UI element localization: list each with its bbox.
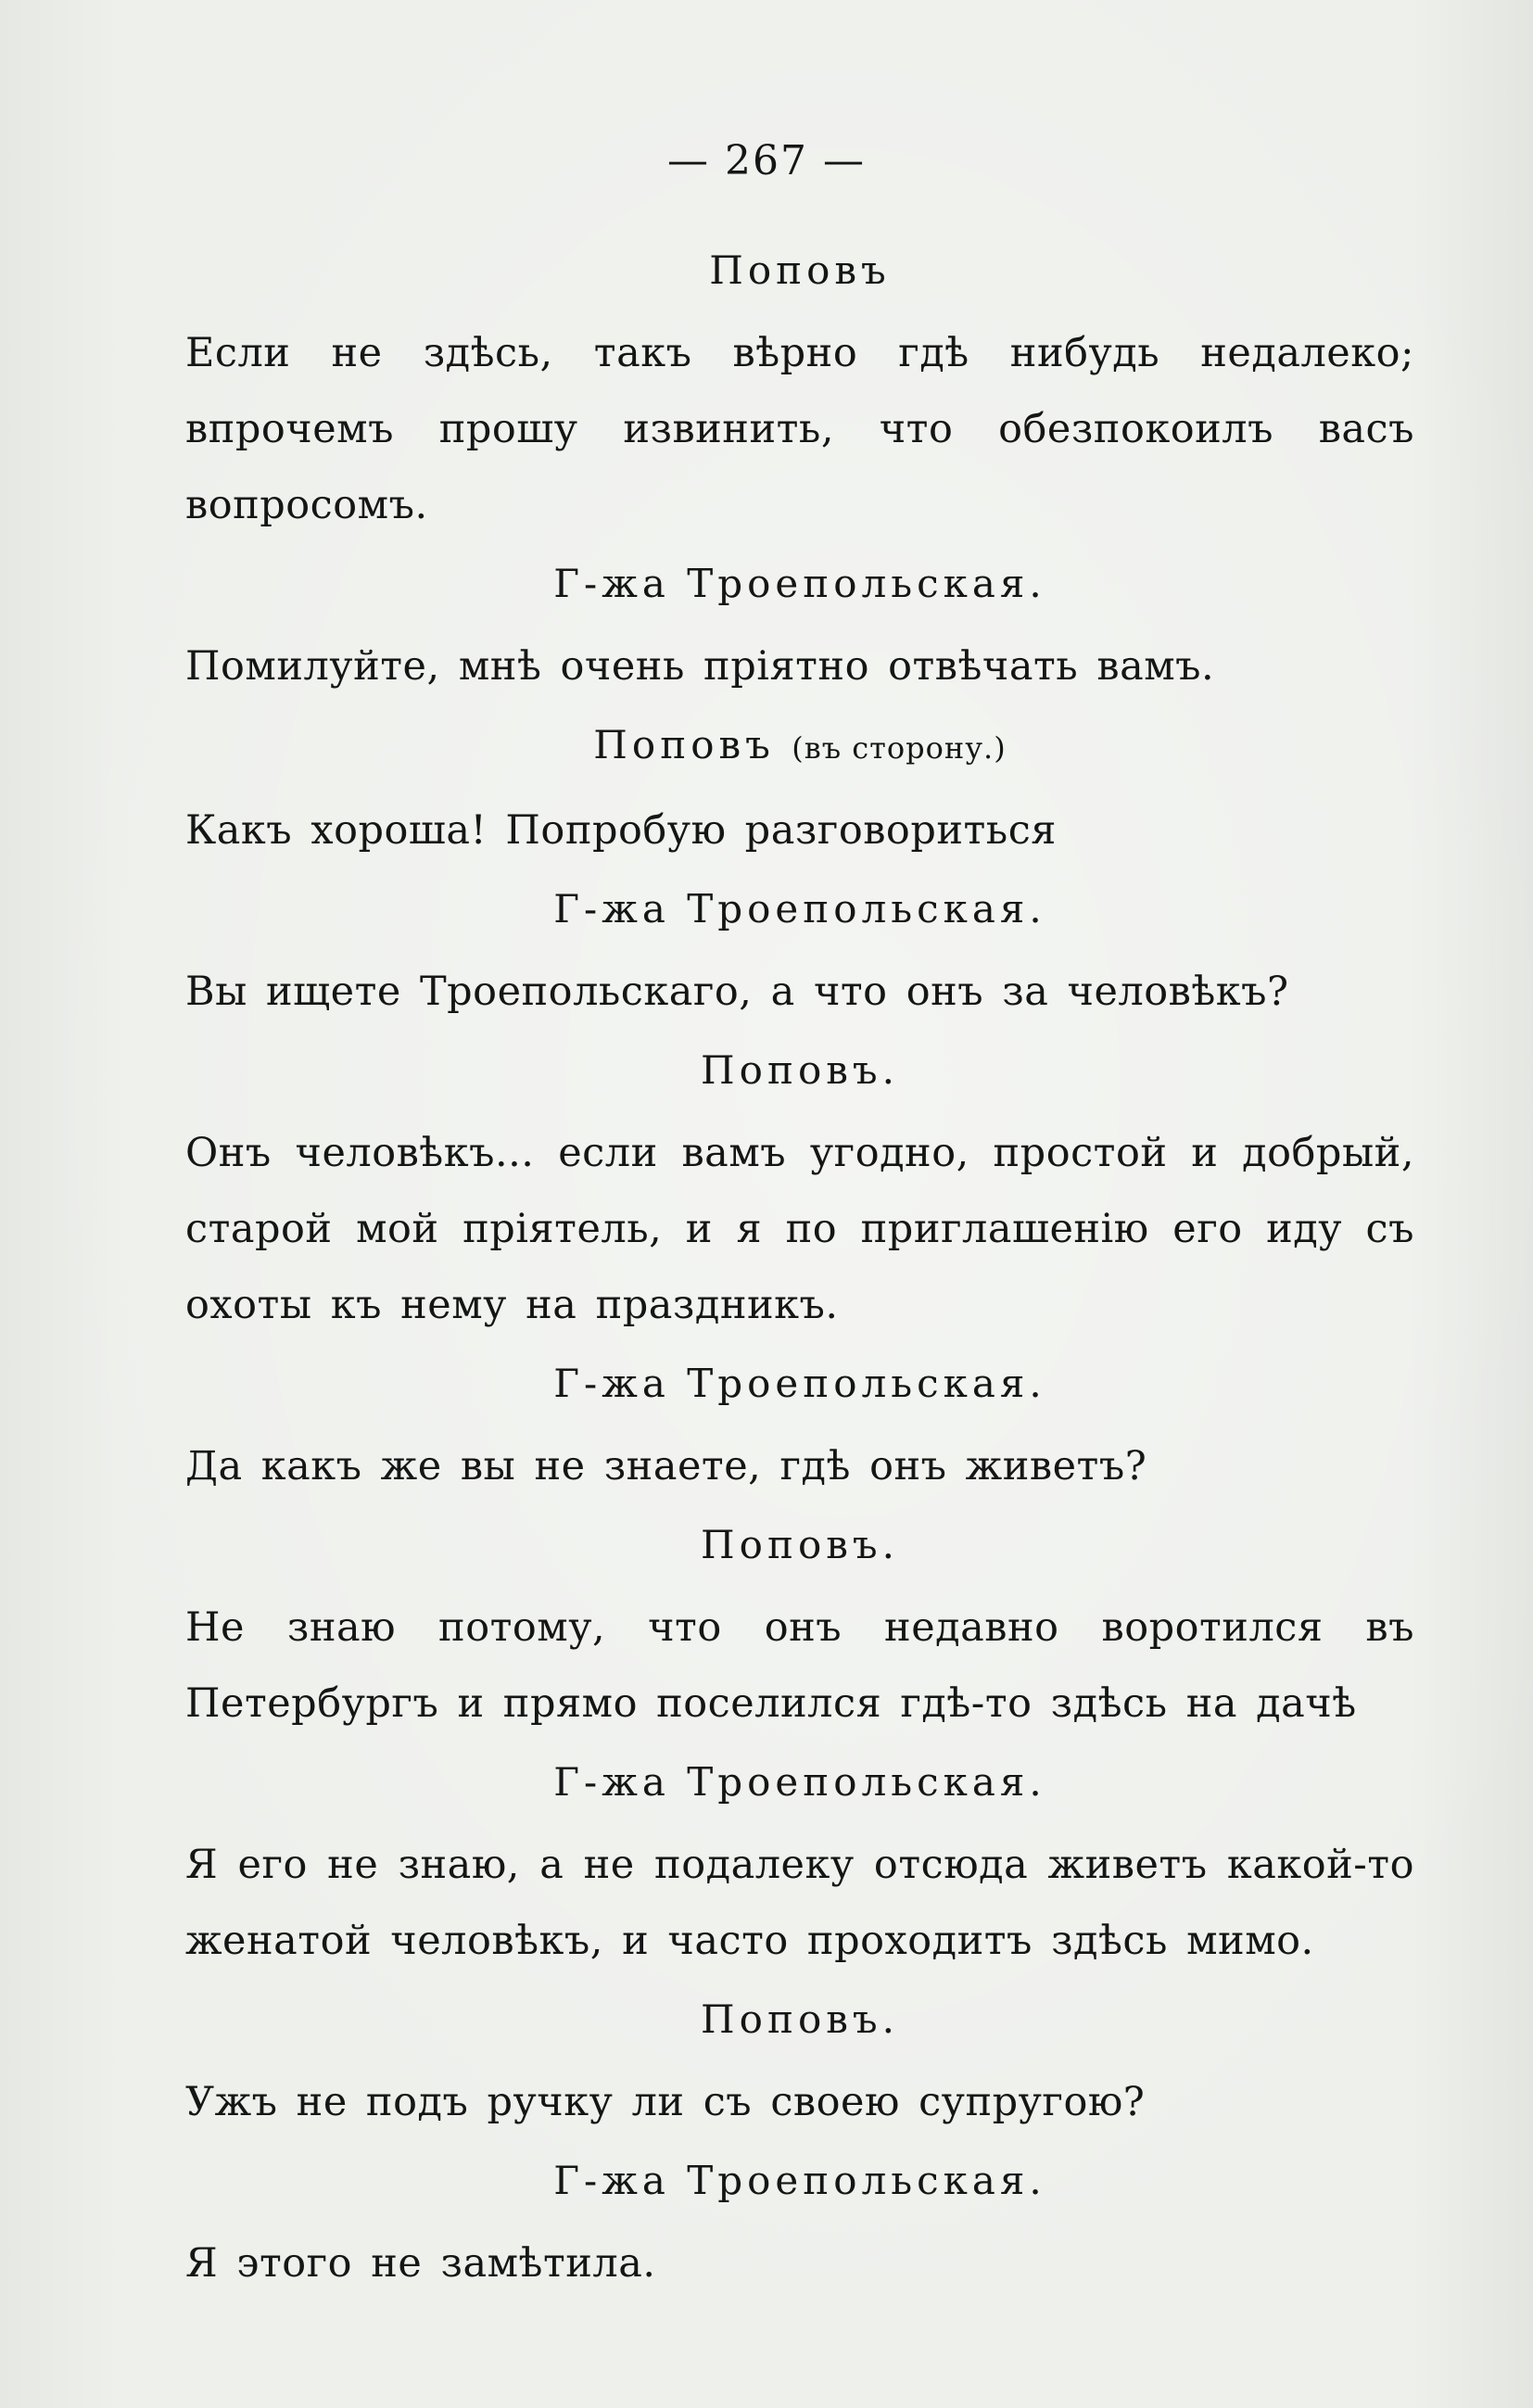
speaker-name: Г-жа Троепольская. <box>553 561 1046 606</box>
speech-line: Я его не знаю, а не подалеку отсюда живетъ какой-то женатой человѣкъ, и часто проходитъ здѣсь мимо. <box>185 1842 1414 1964</box>
speech-line: Ужъ не подъ ручку ли съ своею супругою? <box>185 2079 1146 2125</box>
speaker-name: Поповъ. <box>701 1996 899 2042</box>
speaker-name: Поповъ. <box>701 1522 899 1567</box>
speech-line: Да какъ же вы не знаете, гдѣ онъ живетъ? <box>185 1443 1147 1489</box>
speech-line: Я этого не замѣтила. <box>185 2240 656 2287</box>
speaker-with-aside <box>185 717 1414 776</box>
stage-direction: (въ сторону.) <box>792 730 1007 766</box>
speaker-name: Поповъ <box>593 722 775 767</box>
speaker-name: Г-жа Троепольская. <box>553 2158 1046 2203</box>
speech-line: Вы ищете Троепольскаго, а что онъ за человѣкъ? <box>185 969 1289 1015</box>
speech-line: Помилуйте, мнѣ очень пріятно отвѣчать вамъ. <box>185 643 1215 690</box>
speech-line: Онъ человѣкъ... если вамъ угодно, простой и добрый, старой мой пріятель, и я по приглашенію его иду съ охоты къ нему на праздникъ. <box>185 1130 1414 1328</box>
speech-line: Не знаю потому, что онъ недавно воротился въ Петербургъ и прямо поселился гдѣ-то здѣсь на дачѣ <box>185 1604 1414 1727</box>
speaker-name: Поповъ. <box>701 1047 899 1093</box>
speech-line: Какъ хороша! Попробую разговориться <box>185 807 1057 854</box>
speaker-name: Г-жа Троепольская. <box>553 1361 1046 1406</box>
page-number: — 267 — <box>667 137 866 184</box>
speaker-name: Г-жа Троепольская. <box>553 886 1046 932</box>
play-text <box>185 243 1414 2314</box>
speech-line: Если не здѣсь, такъ вѣрно гдѣ нибудь недалеко; впрочемъ прошу извинить, что обезпокоилъ васъ вопросомъ. <box>185 330 1414 528</box>
speaker-name: Г-жа Троепольская. <box>553 1759 1046 1805</box>
speaker-name: Поповъ <box>709 247 891 293</box>
